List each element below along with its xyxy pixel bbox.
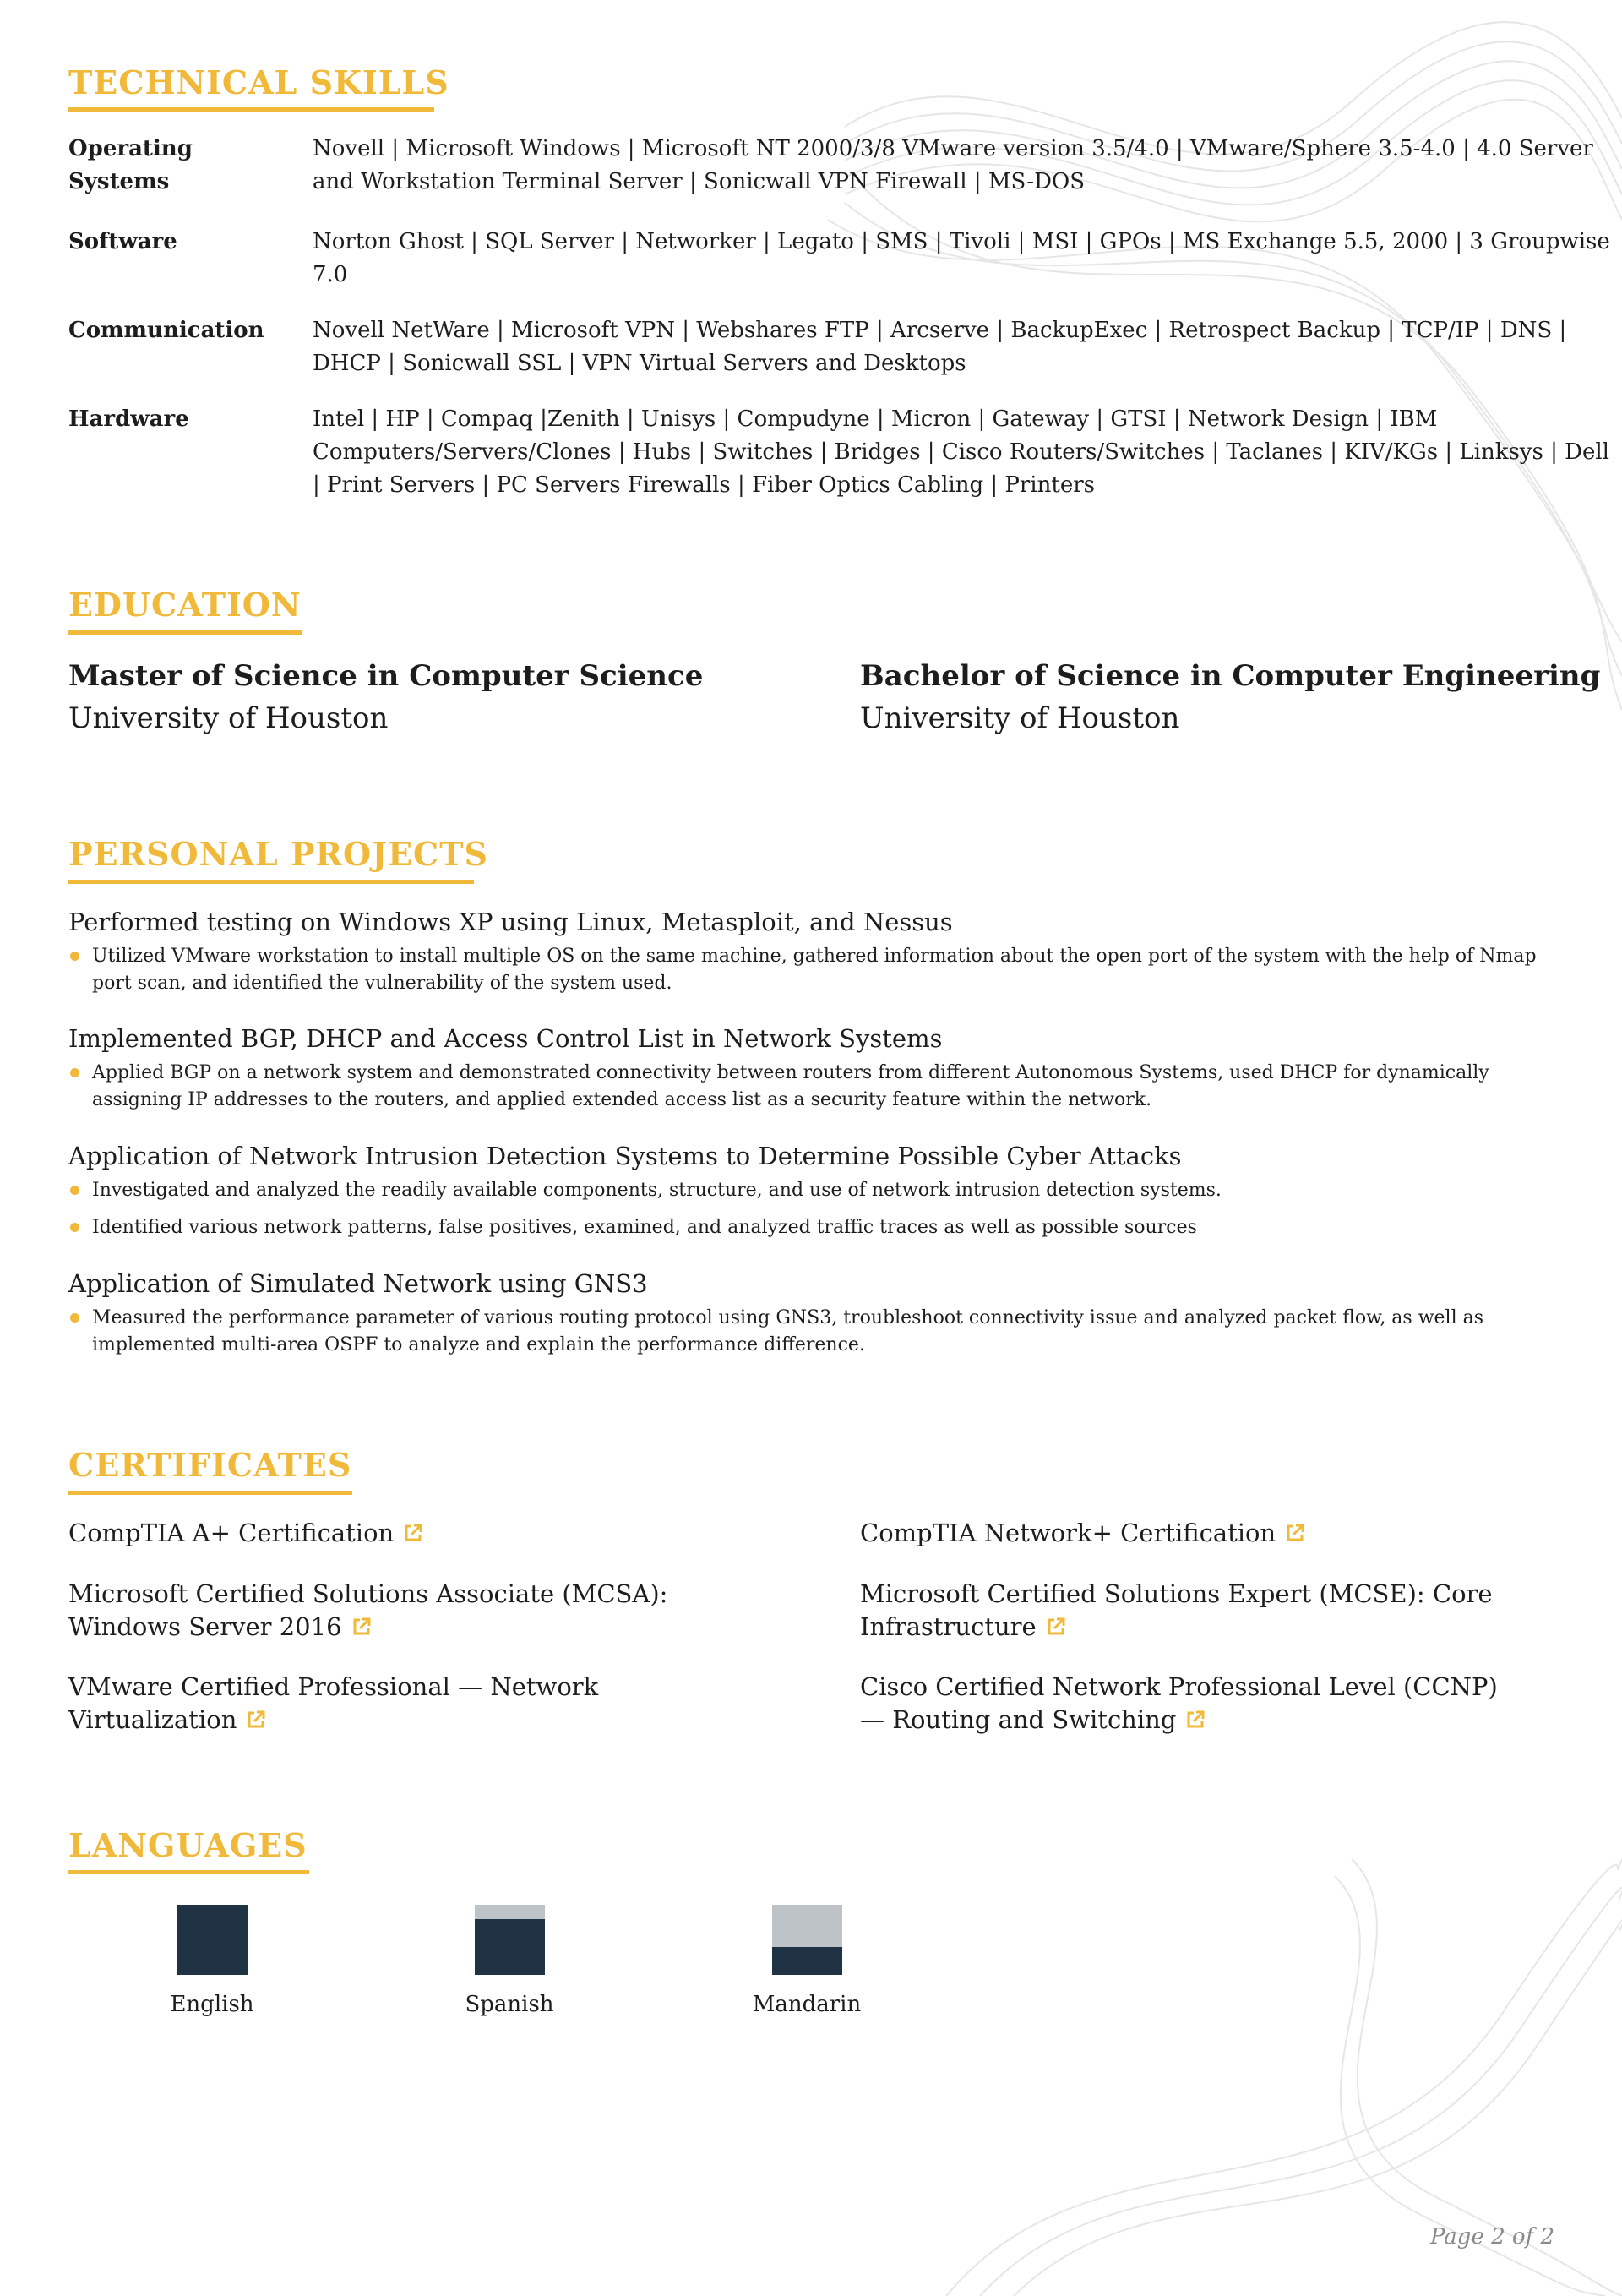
section-title-languages: LANGUAGES (68, 1826, 308, 1864)
language-name: English (170, 1992, 254, 2017)
external-link-icon[interactable] (402, 1522, 424, 1544)
language-item (433, 1905, 585, 2019)
certificate-item[interactable] (68, 1671, 727, 1737)
external-link-icon[interactable] (245, 1709, 267, 1731)
language-item (731, 1905, 883, 2019)
certificate-item[interactable] (860, 1671, 1519, 1737)
project-bullet: Applied BGP on a network system and demonstrated connectivity between routers from different Autonomous Systems, used DHCP for dynamically assigning IP addresses to the routers, and applied extended access list as a security feature within the network. (68, 1060, 1555, 1114)
language-level-indicator (475, 1905, 545, 1975)
section-title-education: EDUCATION (68, 586, 302, 624)
external-link-icon[interactable] (1045, 1616, 1067, 1638)
section-rule (68, 630, 302, 635)
page-number: Page 2 of 2 (1429, 2224, 1554, 2250)
skill-value: Intel | HP | Compaq |Zenith | Unisys | Compudyne | Micron | Gateway | GTSI | Network Design | IBM Computers/Servers/Clones | Hubs | Switches | Bridges | Cisco Routers/Switches | Taclanes | KIV/KGs | Linksys | Dell | Print Servers | PC Servers Firewalls | Fiber Optics Cabling | Printers (313, 406, 1609, 498)
skill-value: Novell NetWare | Microsoft VPN | Webshares FTP | Arcserve | BackupExec | Retrospect Backup | TCP/IP | DNS | DHCP | Sonicwall SSL | VPN Virtual Servers and Desktops (313, 318, 1567, 376)
section-title-technical-skills: TECHNICAL SKILLS (68, 63, 449, 101)
language-level-fill (772, 1947, 842, 1975)
external-link-icon[interactable] (351, 1616, 373, 1638)
project-item (68, 905, 1555, 1007)
project-title: Application of Simulated Network using GNS3 (68, 1269, 648, 1298)
language-item (136, 1905, 288, 2019)
project-title: Implemented BGP, DHCP and Access Control List in Network Systems (68, 1024, 943, 1053)
section-rule (68, 107, 434, 112)
bullet-dot (70, 1313, 79, 1323)
certificate-name: CompTIA A+ Certification (68, 1519, 395, 1547)
bullet-dot (70, 952, 79, 961)
language-level-fill (475, 1919, 545, 1975)
education-item (860, 655, 1600, 739)
skill-label: Operating Systems (68, 136, 193, 194)
skill-label: Software (68, 229, 177, 254)
section-rule (68, 1491, 352, 1495)
bullet-dot (70, 1223, 79, 1232)
school: University of Houston (68, 701, 389, 735)
degree: Bachelor of Science in Computer Engineering (860, 659, 1601, 693)
project-bullet: Measured the performance parameter of various routing protocol using GNS3, troubleshoot connectivity issue and analyzed packet flow, as well as implemented multi-area OSPF to analyze and explain the performance difference. (68, 1305, 1555, 1359)
degree: Master of Science in Computer Science (68, 659, 704, 693)
certificate-name: CompTIA Network+ Certification (860, 1519, 1276, 1547)
bullet-dot (70, 1068, 79, 1077)
section-rule (68, 1870, 309, 1874)
language-name: Mandarin (752, 1992, 862, 2017)
skill-label: Hardware (68, 406, 189, 432)
certificate-item[interactable] (860, 1517, 1519, 1550)
project-bullet: Utilized VMware workstation to install multiple OS on the same machine, gathered information about the open port of the system with the help of Nmap port scan, and identified the vulnerability of the system used. (68, 943, 1555, 997)
certificate-item[interactable] (68, 1578, 727, 1644)
project-bullet: Identified various network patterns, false positives, examined, and analyzed traffic traces as well as possible sources (68, 1214, 1555, 1241)
section-rule (68, 880, 474, 884)
education-item (68, 655, 703, 739)
language-level-indicator (177, 1905, 248, 1975)
project-item (68, 1022, 1555, 1124)
project-item (68, 1267, 1555, 1369)
school: University of Houston (860, 701, 1180, 735)
certificate-name: Microsoft Certified Solutions Expert (MCSE): Core Infrastructure (860, 1579, 1493, 1641)
section-title-personal-projects: PERSONAL PROJECTS (68, 835, 488, 873)
certificate-item[interactable] (68, 1517, 727, 1550)
project-title: Application of Network Intrusion Detection Systems to Determine Possible Cyber Attacks (68, 1142, 1182, 1170)
section-title-certificates: CERTIFICATES (68, 1446, 352, 1484)
certificate-item[interactable] (860, 1578, 1519, 1644)
language-level-fill (177, 1905, 248, 1975)
project-bullet: Investigated and analyzed the readily available components, structure, and use of network intrusion detection systems. (68, 1177, 1555, 1204)
skill-value: Novell | Microsoft Windows | Microsoft NT 2000/3/8 VMware version 3.5/4.0 | VMware/Sphere 3.5-4.0 | 4.0 Server and Workstation Terminal Server | Sonicwall VPN Firewall | MS-DOS (313, 136, 1593, 194)
skill-label: Communication (68, 318, 264, 343)
skill-value: Norton Ghost | SQL Server | Networker | Legato | SMS | Tivoli | MSI | GPOs | MS Exchange 5.5, 2000 | 3 Groupwise 7.0 (313, 229, 1610, 287)
external-link-icon[interactable] (1284, 1522, 1306, 1544)
project-title: Performed testing on Windows XP using Linux, Metasploit, and Nessus (68, 908, 953, 936)
project-item (68, 1139, 1555, 1252)
certificate-name: Microsoft Certified Solutions Associate (MCSA): Windows Server 2016 (68, 1579, 668, 1641)
bullet-dot (70, 1186, 79, 1195)
certificate-name: Cisco Certified Network Professional Level (CCNP) — Routing and Switching (860, 1672, 1498, 1734)
certificate-name: VMware Certified Professional — Network Virtualization (68, 1672, 599, 1734)
language-name: Spanish (465, 1992, 554, 2017)
external-link-icon[interactable] (1184, 1709, 1206, 1731)
language-level-indicator (772, 1905, 842, 1975)
